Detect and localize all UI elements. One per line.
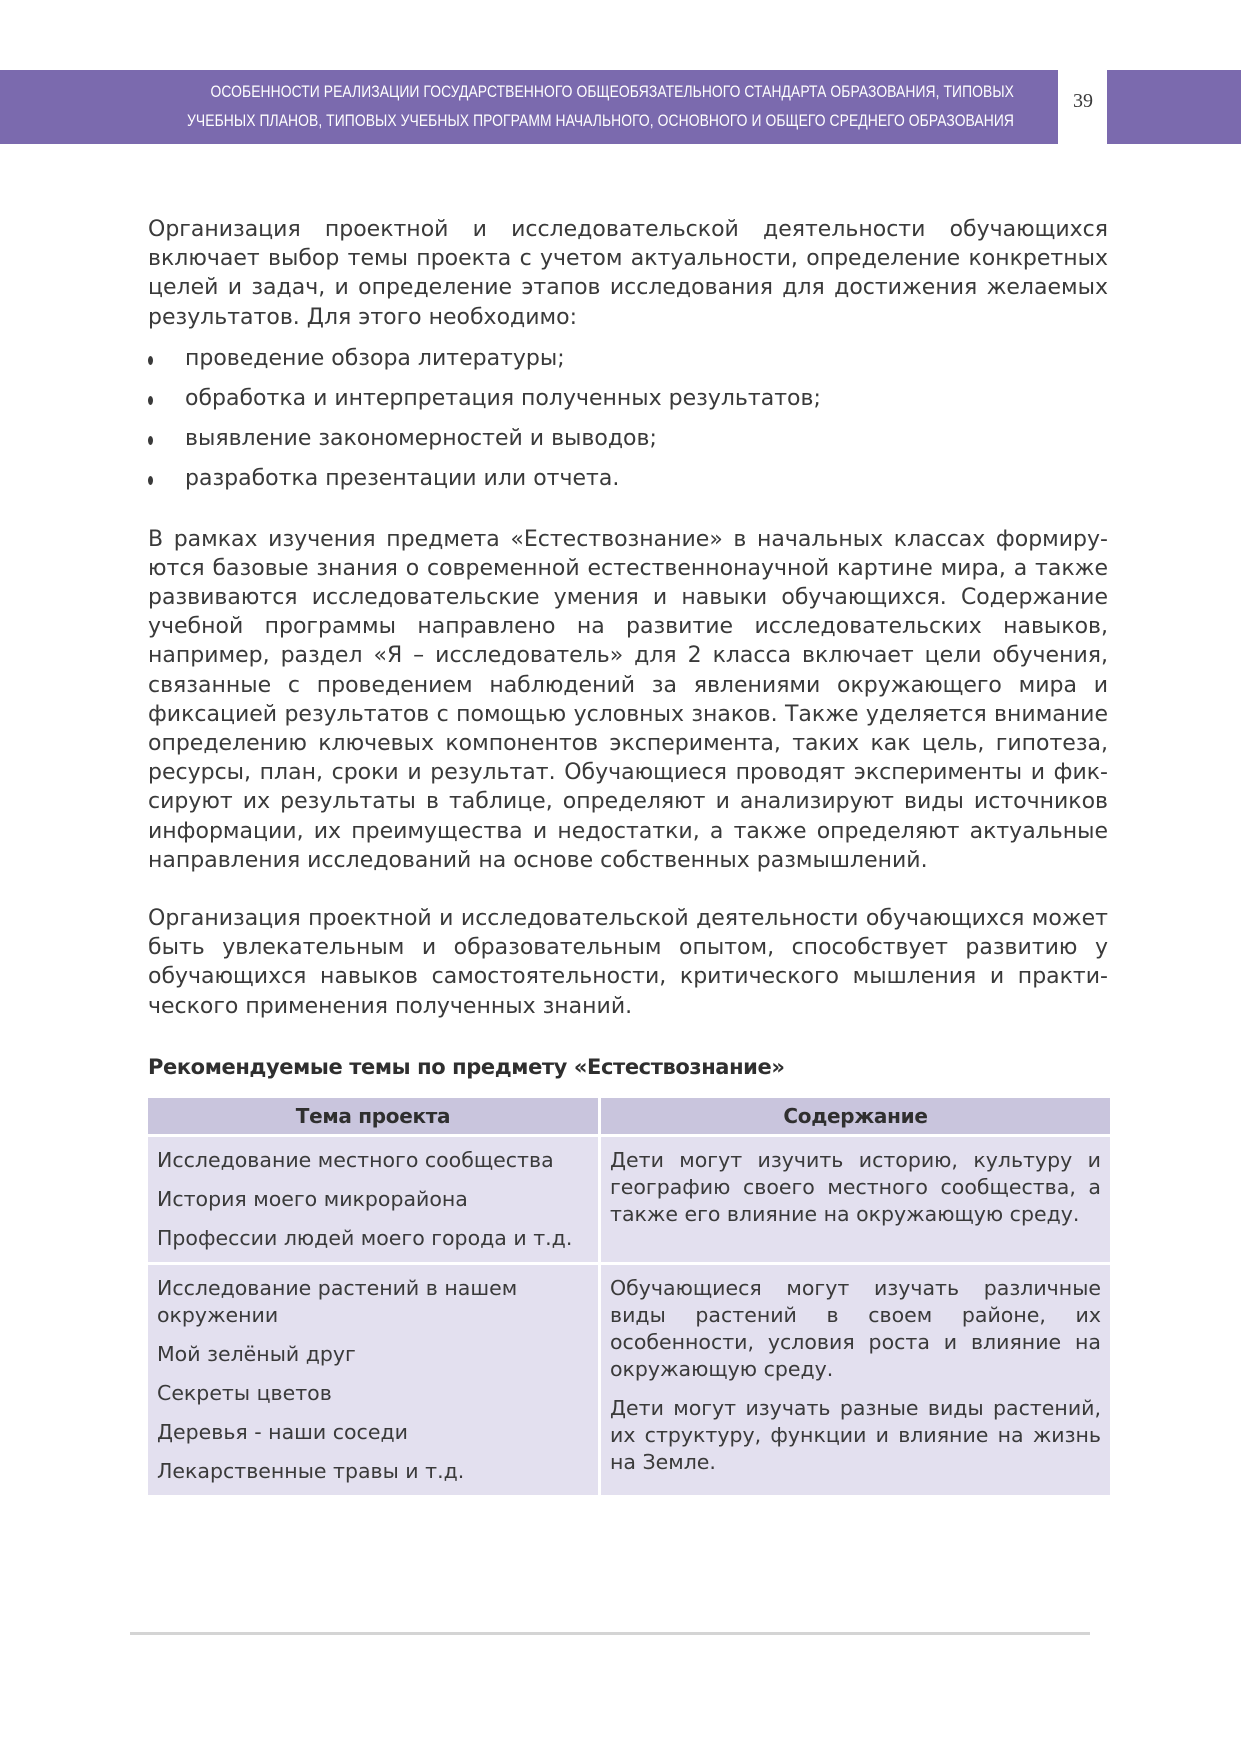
list-item	[148, 424, 1108, 453]
topic-item: История моего микрорайона	[157, 1187, 468, 1211]
list-item-text: обработка и интерпретация полученных результатов;	[185, 386, 821, 412]
footer-divider	[130, 1632, 1090, 1635]
table-row	[148, 1264, 1110, 1497]
content-cell	[600, 1136, 1111, 1264]
conclusion-paragraph: Организация проектной и исследовательской деятельности обучающихся может быть увлекательным и образовательным опытом, способствует развитию у обучающихся навыков самостоятельности, критического мышления и практического применения полученных знаний.	[148, 906, 1108, 1019]
running-header-line-1: ОСОБЕННОСТИ РЕАЛИЗАЦИИ ГОСУДАРСТВЕННОГО ОБЩЕОБЯЗАТЕЛЬНОГО СТАНДАРТА ОБРАЗОВАНИЯ, ТИПОВЫХ	[210, 83, 1015, 101]
topic-item: Профессии людей моего города и т.д.	[157, 1226, 573, 1250]
list-item-text: проведение обзора литературы;	[185, 345, 565, 371]
page-number: 39	[1073, 90, 1093, 112]
topics-table	[148, 1098, 1110, 1498]
bullet-icon	[148, 396, 153, 405]
bullet-icon	[148, 476, 153, 485]
topic-item: Мой зелёный друг	[157, 1342, 356, 1366]
topic-item: Исследование местного сообщества	[157, 1148, 554, 1172]
curriculum-paragraph: В рамках изучения предмета «Естествознание» в начальных классах формируются базовые знания о современной естественнонаучной картине мира, а также развиваются исследовательские умения и навыки обучающихся. Содержание учебной программы направлено на развитие исследовательских навыков, например, раздел «Я – исследователь» для 2 класса включает цели обучения, связанные с проведением наблюдений за явлениями окружающего мира и фиксацией результатов с помощью условных знаков. Также уделяется внимание определению ключевых компонентов эксперимента, таких как цель, гипотеза, ресурсы, план, сроки и результат. Обучающиеся проводят эксперименты и фиксируют их результаты в таблице, определяют и анализируют виды источников информации, их преимущества и недостатки, а также определяют актуальные направления исследований на основе собственных размышлений.	[148, 526, 1108, 873]
column-header-topic: Тема проекта	[148, 1098, 600, 1136]
table-heading: Рекомендуемые темы по предмету «Естествознание»	[148, 1054, 785, 1079]
list-item	[148, 344, 1108, 373]
topics-cell	[148, 1264, 600, 1497]
table-row	[148, 1136, 1110, 1264]
page-content	[148, 215, 1108, 1082]
header-bar	[0, 70, 1058, 144]
bullet-icon	[148, 356, 153, 365]
topics-cell	[148, 1136, 600, 1264]
running-header-line-2: УЧЕБНЫХ ПЛАНОВ, ТИПОВЫХ УЧЕБНЫХ ПРОГРАММ НАЧАЛЬНОГО, ОСНОВНОГО И ОБЩЕГО СРЕДНЕГО ОБРАЗОВАНИЯ	[187, 112, 1014, 130]
list-item-text: разработка презентации или отчета.	[185, 466, 620, 492]
content-cell	[600, 1264, 1111, 1497]
intro-paragraph: Организация проектной и исследовательской деятельности обучающихся включает выбор темы проекта с учетом актуальности, определение конкретных целей и задач, и определение этапов исследования для достижения желаемых результатов. Для этого необходимо:	[148, 217, 1108, 330]
topic-item: Деревья - наши соседи	[157, 1420, 408, 1444]
content-description: Дети могут изучить историю, культуру и географию своего местного сообщества, а также его влияние на окружающую среду.	[610, 1148, 1101, 1226]
list-item	[148, 384, 1108, 413]
requirements-list	[148, 344, 1108, 494]
topic-item: Исследование растений в нашем окружении	[157, 1276, 518, 1327]
list-item-text: выявление закономерностей и выводов;	[185, 426, 657, 452]
list-item	[148, 464, 1108, 493]
content-description: Обучающиеся могут изучать различные виды растений в своем районе, их особенности, условия роста и влияние на окружающую среду.	[610, 1276, 1101, 1381]
table-header-row	[148, 1098, 1110, 1136]
bullet-icon	[148, 436, 153, 445]
topic-item: Секреты цветов	[157, 1381, 332, 1405]
header-accent-block	[1107, 70, 1241, 144]
content-description: Дети могут изучать разные виды растений, их структуру, функции и влияние на жизнь на Земле.	[610, 1396, 1101, 1474]
running-header-title	[174, 78, 1014, 136]
column-header-content: Содержание	[600, 1098, 1111, 1136]
topic-item: Лекарственные травы и т.д.	[157, 1459, 465, 1483]
